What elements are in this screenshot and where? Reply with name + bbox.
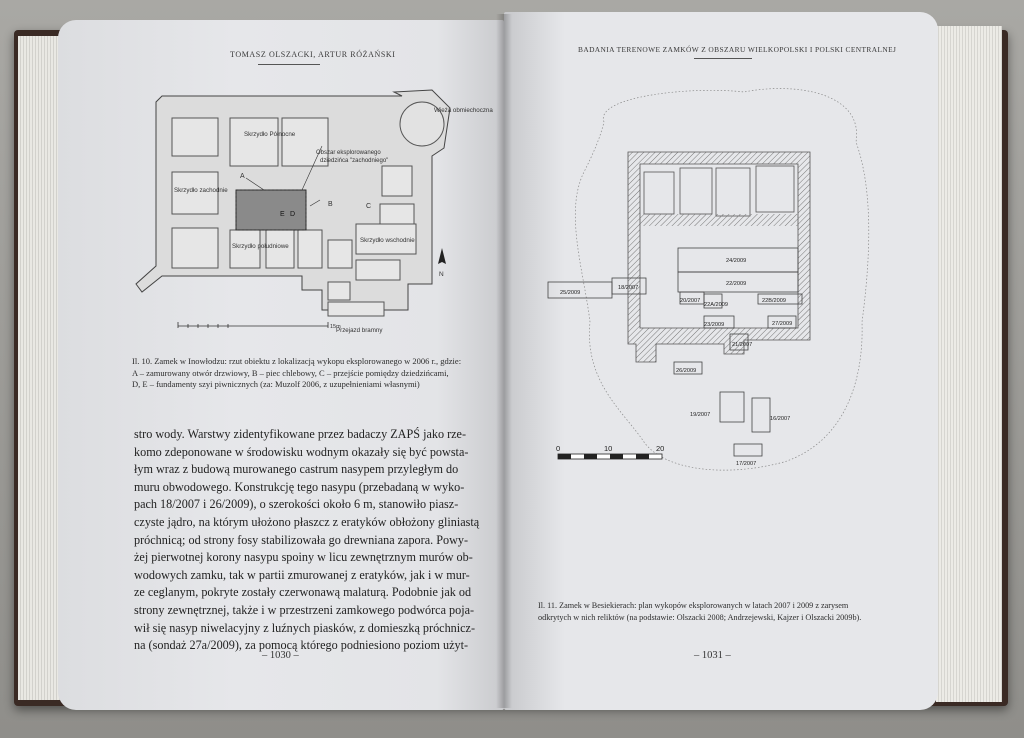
trench-label: 18/2007: [618, 285, 639, 291]
trench-label: 27/2009: [772, 321, 793, 327]
trench-label: 22/2009: [726, 281, 747, 287]
left-page-number: – 1030 –: [262, 650, 299, 661]
label-explored-area-1: Obszar eksplorowanego: [316, 150, 381, 156]
trench-label: 16/2007: [770, 416, 791, 422]
left-running-head: TOMASZ OLSZACKI, ARTUR RÓŻAŃSKI: [230, 50, 396, 59]
label-east-wing: Skrzydło wschodnie: [360, 237, 415, 244]
trench-label: 26/2009: [676, 368, 697, 374]
left-caption-line: Il. 10. Zamek w Inowłodzu: rzut obiektu z lokalizacją wykopu eksplorowanego w 2006 r., gdzie:: [132, 356, 462, 366]
trench-label: 19/2007: [690, 412, 711, 418]
right-caption-line: odkrytych w nich reliktów (na podstawie: Olszacki 2008; Andrzejewski, Kajzer i Olszacki 2009b).: [538, 612, 862, 622]
plan-scale-bar: [178, 322, 328, 328]
body-line: żej pierwotnej korony nasypu spoiny w licu zewnętrznym murów ob-: [134, 550, 473, 565]
right-figure-caption: [538, 600, 918, 623]
label-b: B: [328, 201, 333, 208]
scale-label: 0: [556, 444, 561, 453]
castle-plan-inowlodz: [132, 78, 493, 338]
left-caption-line: A – zamurowany otwór drzwiowy, B – piec chlebowy, C – przejście pomiędzy dziedzińcami,: [132, 367, 449, 378]
scale-label: 20: [656, 444, 665, 453]
left-caption-line: D, E – fundamenty szyi piwnicznych (za: Muzolf 2006, z uzupełnieniami własnymi): [132, 379, 420, 389]
label-gate: Przejazd bramny: [336, 327, 383, 334]
right-caption-line: Il. 11. Zamek w Besiekierach: plan wykopów eksplorowanych w latach 2007 i 2009 z zarysem: [538, 601, 849, 610]
right-head-rule: [694, 58, 752, 59]
body-line: wodowych zamku, tak w partii zmurowanej z eratyków, jak i w mur-: [134, 567, 470, 582]
label-a: A: [240, 173, 245, 180]
trench-label: 22A/2009: [704, 302, 728, 308]
trench-label: 25/2009: [560, 290, 581, 296]
label-west-wing: Skrzydło zachodnie: [174, 187, 228, 194]
scale-label: 10: [604, 444, 613, 453]
trench-label: 22B/2009: [762, 298, 786, 304]
body-line: stro wody. Warstwy zidentyfikowane przez badaczy ZAPŚ jako rze-: [134, 427, 467, 441]
trench-label: 20/2007: [680, 298, 701, 304]
label-c: C: [366, 203, 372, 210]
left-head-rule: [258, 64, 320, 65]
north-arrow-icon: [438, 248, 446, 264]
trench-label: 23/2009: [704, 322, 725, 328]
trench-label: 17/2007: [736, 461, 757, 467]
trench-label: 24/2009: [726, 258, 747, 264]
right-page-number: – 1031 –: [694, 650, 731, 661]
body-line: czyste jądro, na którym ułożono płaszcz z eratyków obłożony gliniastą: [134, 514, 480, 529]
book-gutter-shadow: [496, 14, 512, 708]
left-body-text: [134, 426, 494, 655]
right-running-head: BADANIA TERENOWE ZAMKÓW Z OBSZARU WIELKOPOLSKI I POLSKI CENTRALNEJ: [578, 45, 897, 54]
right-page-edges: [936, 26, 1002, 702]
label-e: E: [280, 211, 285, 218]
label-north: N: [439, 271, 444, 278]
label-scale-end: 15m: [330, 324, 341, 330]
body-line: strony zewnętrznej, także i w przestrzeni zamkowego podwórca poja-: [134, 602, 475, 617]
body-line: łym wraz z budową murowanego castrum nasypem przyległym do: [134, 462, 459, 477]
label-d: D: [290, 211, 296, 218]
left-page: [58, 20, 504, 710]
label-north-wing: Skrzydło Północne: [244, 131, 296, 138]
body-line: pach 18/2007 i 26/2009), o szerokości około 6 m, stanowiło piasz-: [134, 497, 459, 512]
body-line: muru obwodowego. Konstrukcję tego nasypu (przebadaną w wyko-: [134, 479, 465, 494]
scale-bar: [558, 454, 662, 459]
right-page: [504, 12, 938, 710]
label-explored-area-2: dziedzińca "zachodniego": [320, 158, 389, 164]
body-line: wił się nasyp niwelacyjny z luźnych piasków, z domieszką próchnicz-: [134, 620, 476, 635]
body-line: na (sondaż 27a/2009), za pomocą którego podniesiono poziom użyt-: [134, 638, 469, 653]
body-line: komo zdeponowane w środowisku wodnym okazały się być powsta-: [134, 444, 469, 459]
castle-plan-besiekiery: [544, 82, 874, 482]
label-tower: Wieża obmiechoczna: [434, 107, 493, 114]
left-figure-caption: [132, 356, 492, 391]
label-south-wing: Skrzydło południowe: [232, 243, 289, 250]
body-line: ze ceglanym, pokryte zostały czerwonawą malaturą. Podobnie jak od: [134, 585, 472, 600]
body-line: próchnicą; od strony fosy stabilizowała go drewniana zapora. Powy-: [134, 532, 469, 547]
trench-label: 21/2007: [732, 342, 753, 348]
